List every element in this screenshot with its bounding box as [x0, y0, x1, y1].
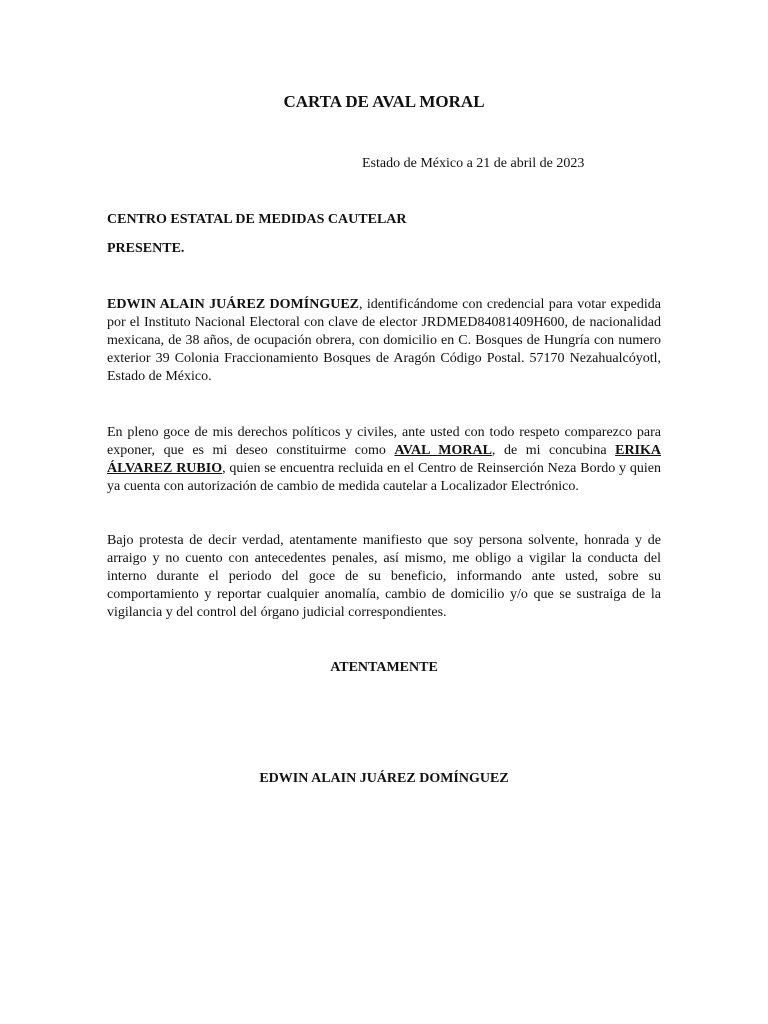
addressee-line-2: PRESENTE.: [107, 241, 185, 256]
declarant-name: EDWIN ALAIN JUÁREZ DOMÍNGUEZ: [107, 297, 360, 312]
addressee-line-1: CENTRO ESTATAL DE MEDIDAS CAUTELAR: [107, 212, 407, 227]
paragraph-2-part-3: , quien se encuentra recluida en el Centro de Reinserción Neza Bordo y quien ya cuenta con autorización de cambio de medida cautelar a Localizador Electrónico.: [107, 461, 661, 494]
paragraph-request: [107, 424, 661, 496]
paragraph-2-part-1: En pleno goce de mis derechos políticos y civiles, ante usted con todo respeto comparezco para exponer, que es mi deseo constituirme como: [107, 425, 661, 458]
date-line: Estado de México a 21 de abril de 2023: [362, 156, 585, 171]
document-title: CARTA DE AVAL MORAL: [283, 92, 485, 111]
paragraph-2-part-2: , de mi concubina: [491, 443, 616, 458]
closing-atentamente: ATENTAMENTE: [330, 660, 438, 675]
beneficiary-name: ERIKA ÁLVAREZ RUBIO: [107, 443, 662, 476]
paragraph-1-text: , identificándome con credencial para votar expedida por el Instituto Nacional Electoral con clave de elector JRDMED84081409H600, de nacionalidad mexicana, de 38 años, de ocupación obrera, con domicilio en C. Bosques de Hungría con numero exterior 39 Colonia Fraccionamiento Bosques de Aragón Código Postal. 57170 Nezahualcóyotl, Estado de México.: [107, 297, 661, 384]
paragraph-identification: [107, 296, 661, 386]
paragraph-declaration: [107, 532, 661, 622]
paragraph-3-text: Bajo protesta de decir verdad, atentamente manifiesto que soy persona solvente, honrada y de arraigo y no cuento con antecedentes penales, así mismo, me obligo a vigilar la conducta del interno durante el periodo del goce de su beneficio, informando ante usted, sobre su comportamiento y reportar cualquier anomalía, cambio de domicilio y/o que se sustraiga de la vigilancia y del control del órgano judicial correspondientes.: [107, 533, 661, 620]
signature-name: EDWIN ALAIN JUÁREZ DOMÍNGUEZ: [259, 771, 509, 786]
aval-moral-term: AVAL MORAL: [394, 443, 492, 458]
